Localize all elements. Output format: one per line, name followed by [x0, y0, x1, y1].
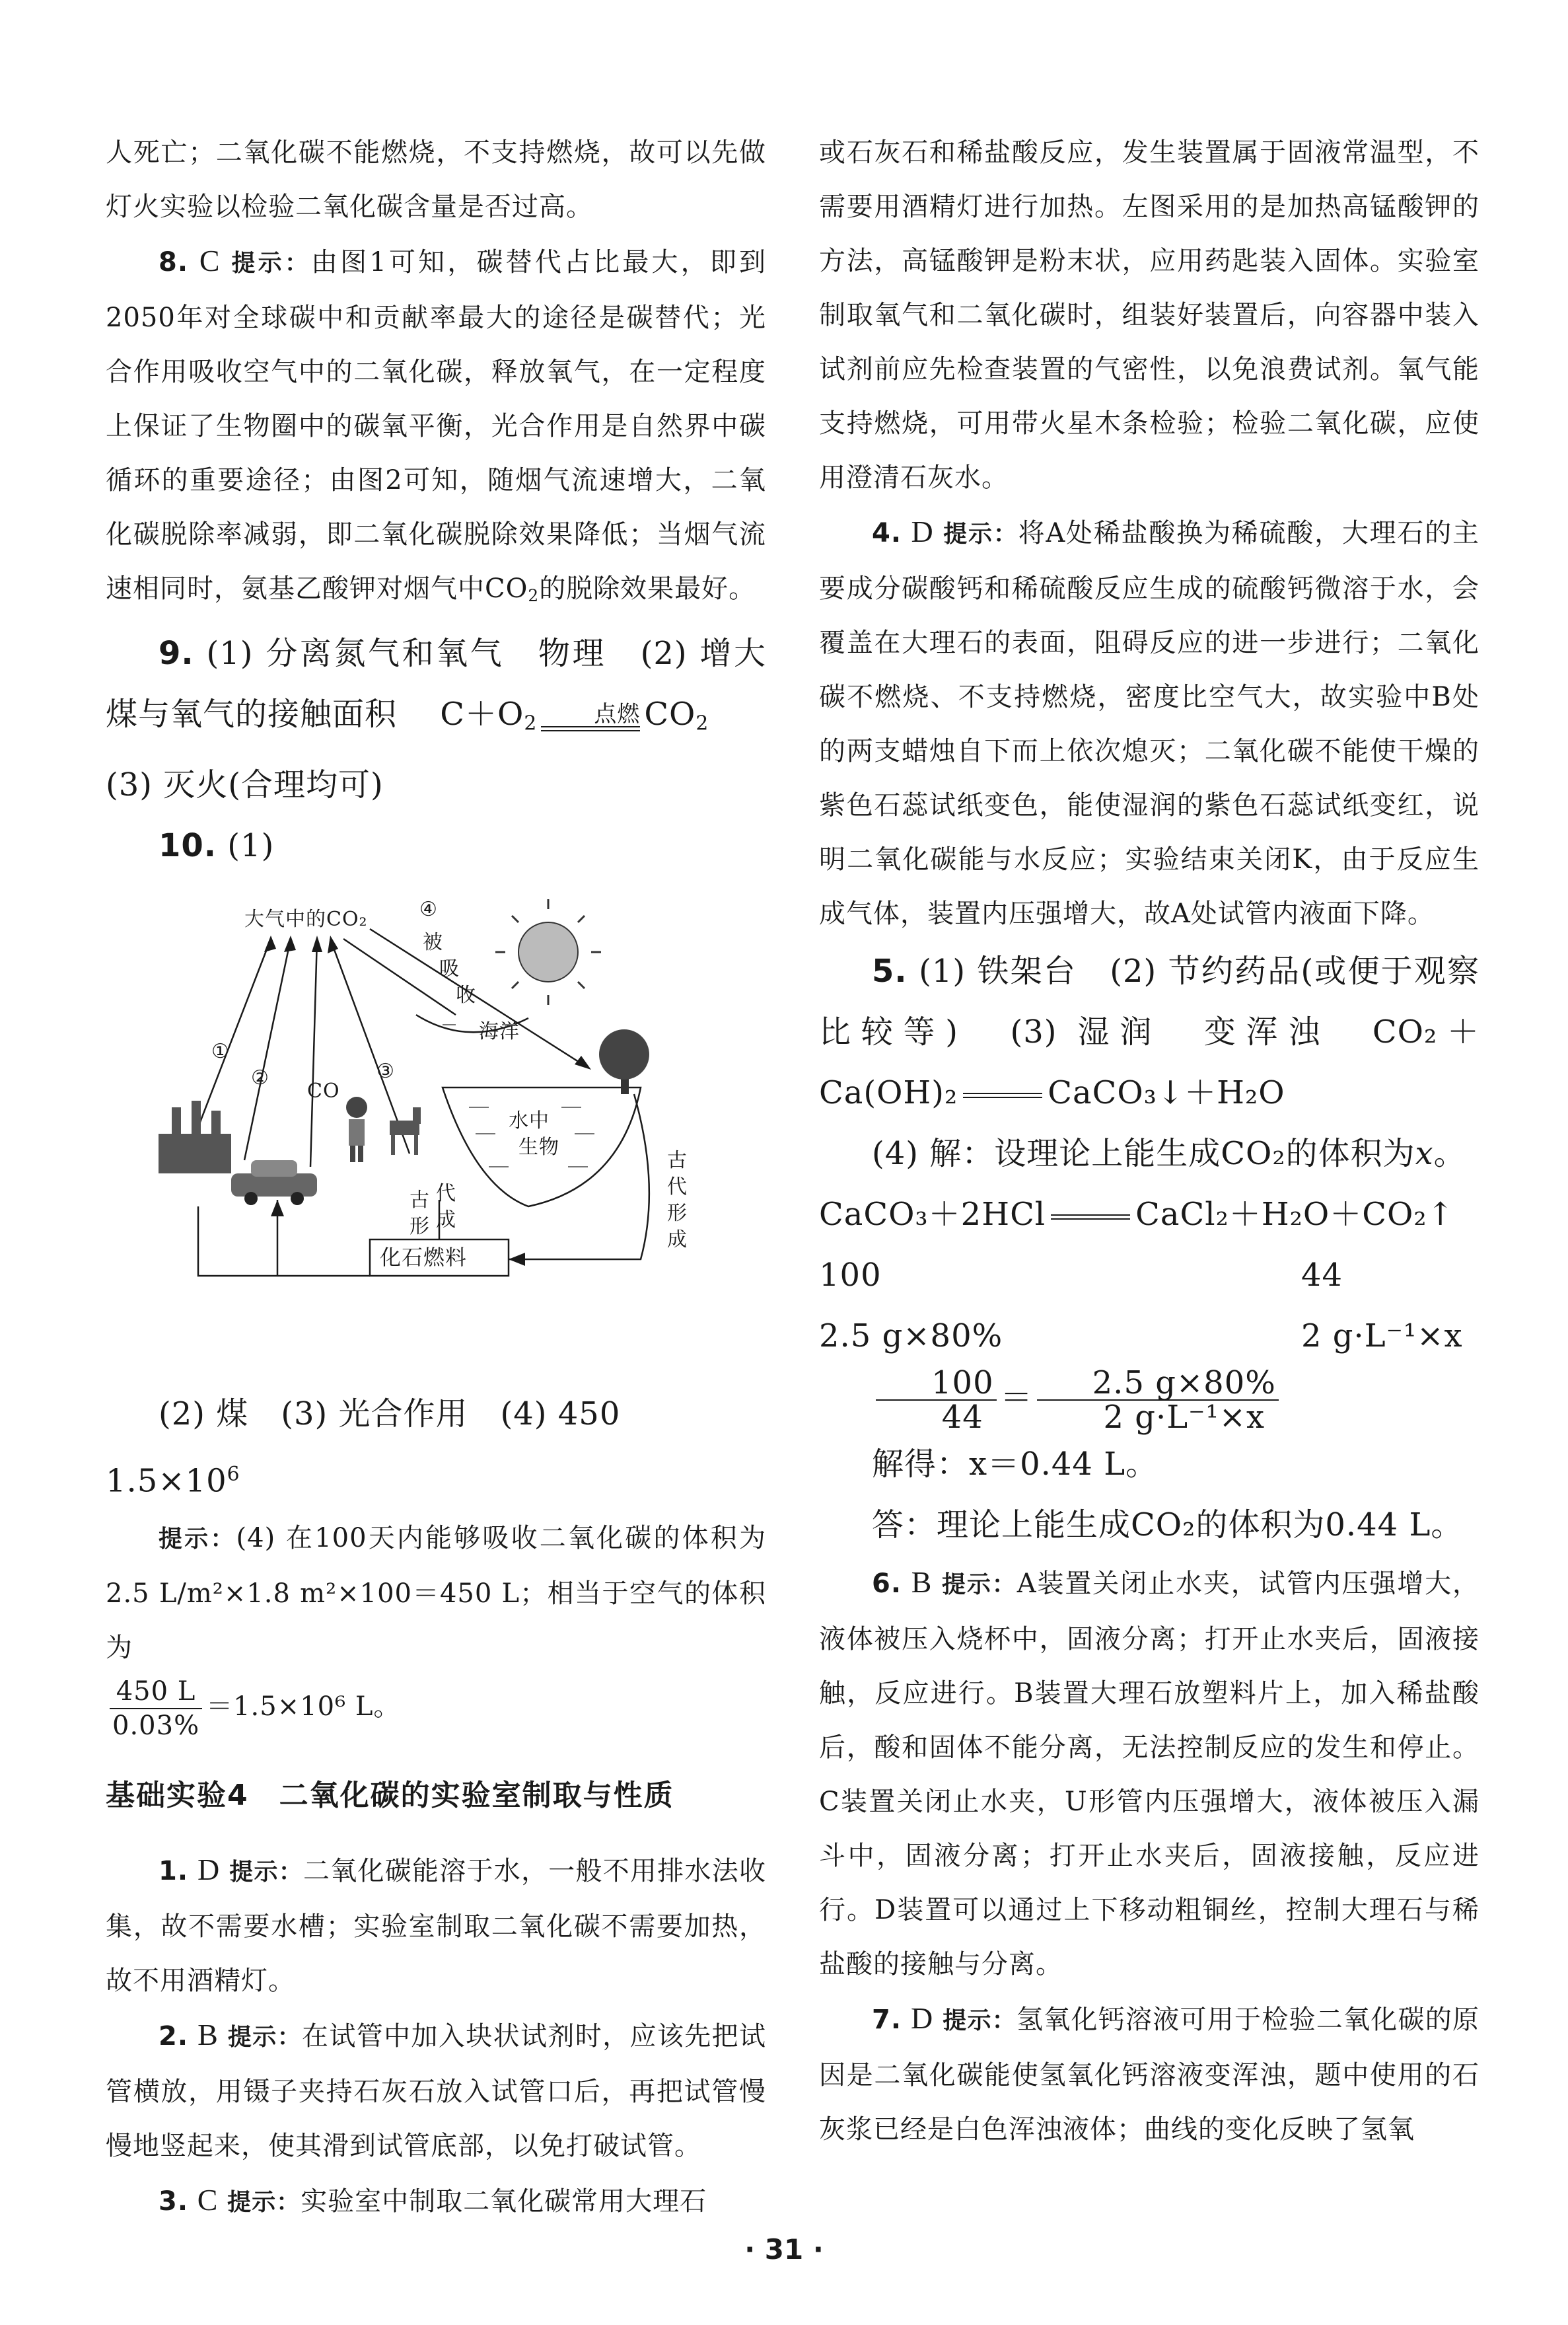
q5-solve: 解得：x＝0.44 L。	[872, 1446, 1158, 1483]
co-label: CO	[307, 1079, 340, 1103]
ancient-right-1: 古	[667, 1148, 688, 1172]
ocean-label: 海洋	[479, 1019, 520, 1043]
q5-part1: (1) 铁架台 (2) 节约药品(或便于观察比较等) (3) 湿润 变浑浊 CO₂＋Ca(OH)₂	[819, 953, 1479, 1111]
arrowhead-1	[264, 936, 276, 952]
ancient-left-1: 古	[410, 1188, 430, 1212]
label-1: ①	[211, 1039, 230, 1063]
tree-icon	[599, 1029, 649, 1094]
loop-left	[198, 1206, 370, 1276]
arrowhead-2	[284, 936, 296, 952]
sun-icon	[495, 899, 601, 1005]
q10-paragraph	[106, 815, 766, 876]
arrowhead-3	[328, 936, 338, 953]
arrow-2	[244, 939, 291, 1160]
q6-hint: A装置关闭止水夹，试管内压强增大，液体被压入烧杯中，固液分离；打开止水夹后，固液接触，反应进行。B装置大理石放塑料片上，加入稀盐酸后，酸和固体不能分离，无法控制反应的发生和停止。C装置关闭止水夹，U形管内压强增大，液体被压入漏斗中，固液分离；打开止水夹后，固液接触，反应进行。D装置可以通过上下移动粗铜丝，控制大理石与稀盐酸的接触与分离。	[819, 1568, 1480, 1979]
q5-part1-end: CaCO₃↓＋H₂O	[1048, 1074, 1285, 1111]
q5-number: 5.	[872, 953, 908, 990]
q6-number: 6.	[872, 1568, 902, 1599]
q10-fraction-line	[106, 1675, 766, 1742]
arrow-1	[198, 939, 271, 1127]
q9-eq-cond: 点燃	[594, 700, 641, 727]
q8-paragraph: 8. C 提示：由图1可知，碳替代占比最大，即到2050年对全球碳中和贡献率最大的途径是碳替代；光合作用吸收空气中的二氧化碳，释放氧气，在一定程度上保证了生物圈中的碳氧平衡，光合作用是自然界中碳循环的重要途径；由图2可知，随烟气流速增大，二氧化碳脱除率减弱，即二氧化碳脱除效果降低；当烟气流速相同时，氨基乙酸钾对烟气中$CO_2$的脱除效果最好。	[106, 244, 766, 606]
q1-number: 1.	[159, 1855, 189, 1886]
q7-answer: D	[911, 2001, 934, 2035]
q3-continued: 或石灰石和稀盐酸反应，发生装置属于固液常温型，不需要用酒精灯进行加热。左图采用的是加热高锰酸钾的方法，高锰酸钾是粉末状，应用药匙装入固体。实验室制取氧气和二氧化碳时，组装好装置后，向容器中装入试剂前应先检查装置的气密性，以免浪费试剂。氧气能支持燃烧，可用带火星木条检验；检验二氧化碳，应使用澄清石灰水。	[819, 137, 1479, 493]
q1-answer: D	[197, 1852, 221, 1886]
absorb-2: 吸	[439, 957, 460, 980]
q4-answer: D	[911, 515, 934, 548]
q2-hint-label: 提示：	[227, 2023, 303, 2051]
absorb-3: 收	[456, 983, 476, 1007]
person-icon	[346, 1097, 367, 1162]
q6-paragraph	[819, 1555, 1479, 1991]
q10-hint: (4) 在100天内能够吸收二氧化碳的体积为2.5 L/m²×1.8 m²×100＝450 L；相当于空气的体积为	[106, 1522, 766, 1663]
q7-paragraph	[819, 1991, 1479, 2157]
q3-paragraph	[106, 2173, 766, 2230]
arrowhead-co	[312, 936, 322, 952]
absorb-1: 被	[423, 930, 443, 954]
q1-paragraph	[106, 1843, 766, 2008]
q10-fraction-result: ＝1.5×10⁶ L。	[206, 1691, 401, 1722]
q5-proportion: $\frac{100}{44}$ ＝ $\frac{2.5 g\times 80\%}{\text{2 g·L⁻¹×x}}$	[819, 1366, 1479, 1434]
q3-hint-label: 提示：	[227, 2188, 301, 2216]
q8-hint-label: 提示：	[231, 250, 312, 277]
q9-number: 9.	[159, 635, 194, 673]
q10-number: 10.	[159, 827, 217, 864]
section-heading: 基础实验4 二氧化碳的实验室制取与性质	[106, 1778, 674, 1812]
q3-answer: C	[197, 2182, 219, 2217]
label-2: ②	[251, 1066, 269, 1089]
q7-number: 7.	[872, 2005, 902, 2035]
q5-equation: CaCO₃＋2HCl CaCl₂＋H₂O＋CO₂↑	[819, 1196, 1454, 1233]
car-icon	[231, 1160, 317, 1205]
q5-value-row: 2.5 g×80% 2 g·L⁻¹×x	[819, 1317, 1463, 1354]
ancient-right-2: 代	[667, 1175, 688, 1199]
ancient-right-4: 成	[667, 1228, 688, 1251]
ancient-right-3: 形	[667, 1201, 688, 1225]
q2-paragraph	[106, 2008, 766, 2173]
label-3: ③	[376, 1059, 395, 1083]
q10-fraction: $\frac{450 L}{0.03\%}$	[110, 1675, 202, 1742]
atmosphere-label: 大气中的CO₂	[244, 907, 368, 931]
q9-part3: (3) 灭火(合理均可)	[106, 766, 384, 803]
q10-hint-label: 提示：	[159, 1525, 236, 1553]
water-bio-1: 水中	[509, 1109, 550, 1132]
carbon-cycle-diagram	[159, 889, 753, 1352]
q7-hint: 氢氧化钙溶液可用于检验二氧化碳的原因是二氧化碳能使氢氧化钙溶液变浑浊，题中使用的石灰浆已经是白色浑浊液体；曲线的变化反映了氢氧	[819, 2005, 1479, 2145]
q8-number: 8.	[159, 247, 189, 277]
arrowhead-4	[575, 1056, 591, 1070]
q4-hint-label: 提示：	[943, 521, 1018, 548]
q2-answer: B	[197, 2017, 219, 2051]
q1-hint: 二氧化碳能溶于水，一般不用排水法收集，故不需要水槽；实验室制取二氧化碳不需要加热，故不用酒精灯。	[106, 1855, 766, 1996]
ancient-left-2: 形	[410, 1214, 430, 1238]
q5-paragraph	[819, 941, 1479, 1123]
q3-number: 3.	[159, 2186, 189, 2217]
q8-hint-tail: 的脱除效果最好。	[539, 573, 756, 604]
q4-number: 4.	[872, 518, 902, 548]
intro-text: 人死亡；二氧化碳不能燃烧，不支持燃烧，故可以先做灯火实验以检验二氧化碳含量是否过高。	[106, 137, 766, 222]
factory-icon	[159, 1101, 231, 1173]
q10-part2b: $1.5\times 10^6$	[106, 1461, 240, 1499]
ancient-left2-2: 成	[436, 1208, 456, 1232]
q5-var: x	[1415, 1135, 1434, 1172]
arrow-co	[310, 939, 317, 1167]
q2-number: 2.	[159, 2020, 189, 2051]
label-4: ④	[419, 897, 438, 921]
q3-hint: 实验室中制取二氧化碳常用大理石	[301, 2186, 707, 2217]
q6-answer: B	[911, 1565, 933, 1599]
q6-hint-label: 提示：	[941, 1571, 1017, 1598]
q5-equal-sign	[963, 1093, 1042, 1098]
q4-hint: 将A处稀盐酸换为稀硫酸，大理石的主要成分碳酸钙和稀硫酸反应生成的硫酸钙微溶于水，会覆盖在大理石的表面，阻碍反应的进一步进行；二氧化碳不燃烧、不支持燃烧，密度比空气大，故实验中B处的两支蜡烛自下而上依次熄灭；二氧化碳不能使干燥的紫色石蕊试纸变色，能使湿润的紫色石蕊试纸变红，说明二氧化碳能与水反应；实验结束关闭K，由于反应生成气体，装置内压强增大，故A处试管内液面下降。	[819, 518, 1479, 929]
water-bio-2: 生物	[518, 1135, 559, 1159]
ancient-left2-1: 代	[436, 1181, 456, 1205]
q10-part1: (1)	[227, 827, 275, 864]
q5-mass-row: 100 44	[819, 1257, 1343, 1294]
q4-paragraph	[819, 505, 1479, 941]
q7-hint-label: 提示：	[943, 2007, 1016, 2034]
fossil-fuel-label: 化石燃料	[380, 1244, 468, 1270]
q9-paragraph: 9. (1) 分离氮气和氧气 物理 (2) 增大煤与氧气的接触面积 $C+O_2$ 点燃 $CO_2$	[106, 635, 766, 735]
q9-part1: (1) 分离氮气和氧气 物理 (2) 增大煤与氧气的接触面积	[106, 635, 766, 733]
arrowhead-fossil	[509, 1253, 525, 1266]
q10-hint-paragraph	[106, 1511, 766, 1675]
intro-paragraph	[106, 126, 766, 234]
q2-hint: 在试管中加入块状试剂时，应该先把试管横放，用镊子夹持石灰石放入试管口后，再把试管慢慢地竖起来，使其滑到试管底部，以免打破试管。	[106, 2020, 766, 2161]
right-column	[819, 126, 1479, 2157]
q9-eq-left: C＋O	[440, 696, 524, 733]
arrowhead-loop	[271, 1200, 284, 1216]
q8-hint: 由图1可知，碳替代占比最大，即到2050年对全球碳中和贡献率最大的途径是碳替代；光合作用吸收空气中的二氧化碳，释放氧气，在一定程度上保证了生物圈中的碳氧平衡，光合作用是自然界中碳循环的重要途径；由图2可知，随烟气流速增大，二氧化碳脱除率减弱，即二氧化碳脱除效果降低；当烟气流速相同时，氨基乙酸钾对烟气中	[106, 247, 766, 604]
q9-eq-arrow	[541, 702, 640, 731]
q9-eq-right: CO	[644, 696, 696, 733]
q5-part4: (4) 解：设理论上能生成CO₂的体积为x。	[872, 1135, 1466, 1172]
q1-hint-label: 提示：	[229, 1858, 303, 1886]
left-column	[106, 126, 766, 2230]
q5-answer: 答：理论上能生成CO₂的体积为0.44 L。	[872, 1506, 1464, 1543]
q10-exponent: 6	[227, 1462, 240, 1486]
page-number: · 31 ·	[744, 2233, 824, 2266]
q10-part2: (2) 煤 (3) 光合作用 (4) 450	[159, 1395, 621, 1432]
q8-answer: C	[199, 244, 221, 277]
